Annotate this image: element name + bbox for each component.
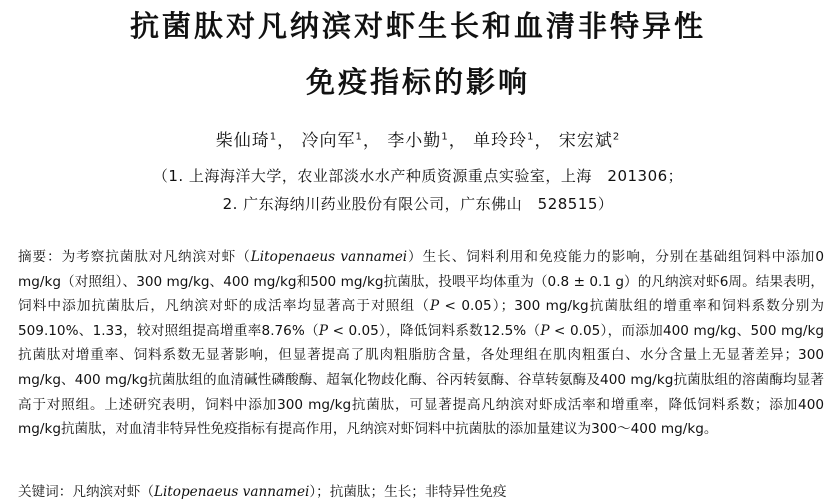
author-separator: ， (277, 131, 296, 151)
keywords-text: 凡纳滨对虾（ (72, 484, 154, 500)
latin-species-name: Litopenaeus vannamei (250, 249, 408, 265)
author-name: 柴仙琦 (215, 131, 270, 151)
abstract-label: 摘要： (18, 249, 62, 265)
keywords-text: ）；抗菌肽；生长；非特异性免疫 (309, 484, 507, 500)
author-affiliation-mark: 1 (441, 131, 449, 143)
affiliation-2: 2. 广东海纳川药业股份有限公司，广东佛山 528515） (222, 195, 614, 213)
author-list (0, 126, 836, 151)
paper-title-line-1: 抗菌肽对凡纳滨对虾生长和血清非特异性 (129, 9, 706, 43)
author-separator: ， (534, 131, 553, 151)
keywords (18, 480, 824, 504)
author-separator: ， (448, 131, 467, 151)
affiliation-1: （1. 上海海洋大学，农业部淡水水产种质资源重点实验室，上海 201306； (152, 167, 684, 185)
keywords-label: 关键词： (18, 484, 73, 500)
p-value-symbol: P (540, 322, 550, 339)
author-name: 单玲玲 (473, 131, 528, 151)
author-affiliation-mark: 1 (355, 131, 363, 143)
abstract-text: < 0.05），而添加400 mg/kg、500 mg/kg抗菌肽对增重率、饲料系数无显著影响，但显著提高了肌肉粗脂肪含量，各处理组在肌肉粗蛋白、水分含量上无显著差异；300 mg/kg、400 mg/kg抗菌肽组的血清碱性磷酸酶、超氧化物歧化酶、谷丙转氨酶、谷草转氨酶及400 mg/kg抗菌肽组的溶菌酶均显著高于对照组。上述研究表明，饲料中添加300 mg/kg抗菌肽，可显著提高凡纳滨对虾成活率和增重率，降低饲料系数；添加400 mg/kg抗菌肽，对血清非特异性免疫指标有提高作用，凡纳滨对虾饲料中抗菌肽的添加量建议为300～400 mg/kg。 (18, 322, 824, 438)
abstract-text: < 0.05），降低饲料系数12.5%（ (328, 322, 541, 339)
abstract (18, 245, 824, 442)
author-name: 李小勤 (387, 131, 442, 151)
author-name: 冷向军 (301, 131, 356, 151)
author-affiliation-mark: 2 (612, 131, 621, 143)
author-separator: ， (362, 131, 381, 151)
abstract-text: < 0.05）；300 mg/kg抗菌肽组的增重率和饲料系数分别为509.10%、1.33，较对照组提高增重率8.76%（ (18, 298, 825, 339)
abstract-text: 为考察抗菌肽对凡纳滨对虾（ (61, 249, 251, 265)
latin-species-name: Litopenaeus vannamei (153, 484, 310, 500)
abstract-text: ）生长、饲料利用和免疫能力的影响，分别在基础组饲料中添加0 mg/kg（对照组）、300 mg/kg、400 mg/kg和500 mg/kg抗菌肽，投喂平均体重为（0.8 ± 0.1 g）的凡纳滨对虾6周。结果表明，饲料中添加抗菌肽后，凡纳滨对虾的成活率均显著高于对照组（ (18, 249, 825, 315)
p-value-symbol: P (429, 298, 440, 315)
author-name: 宋宏斌 (558, 131, 613, 151)
paper-title-line-2: 免疫指标的影响 (305, 65, 530, 99)
author-affiliation-mark: 1 (527, 131, 535, 143)
p-value-symbol: P (318, 322, 328, 339)
author-affiliation-mark: 1 (269, 131, 278, 143)
